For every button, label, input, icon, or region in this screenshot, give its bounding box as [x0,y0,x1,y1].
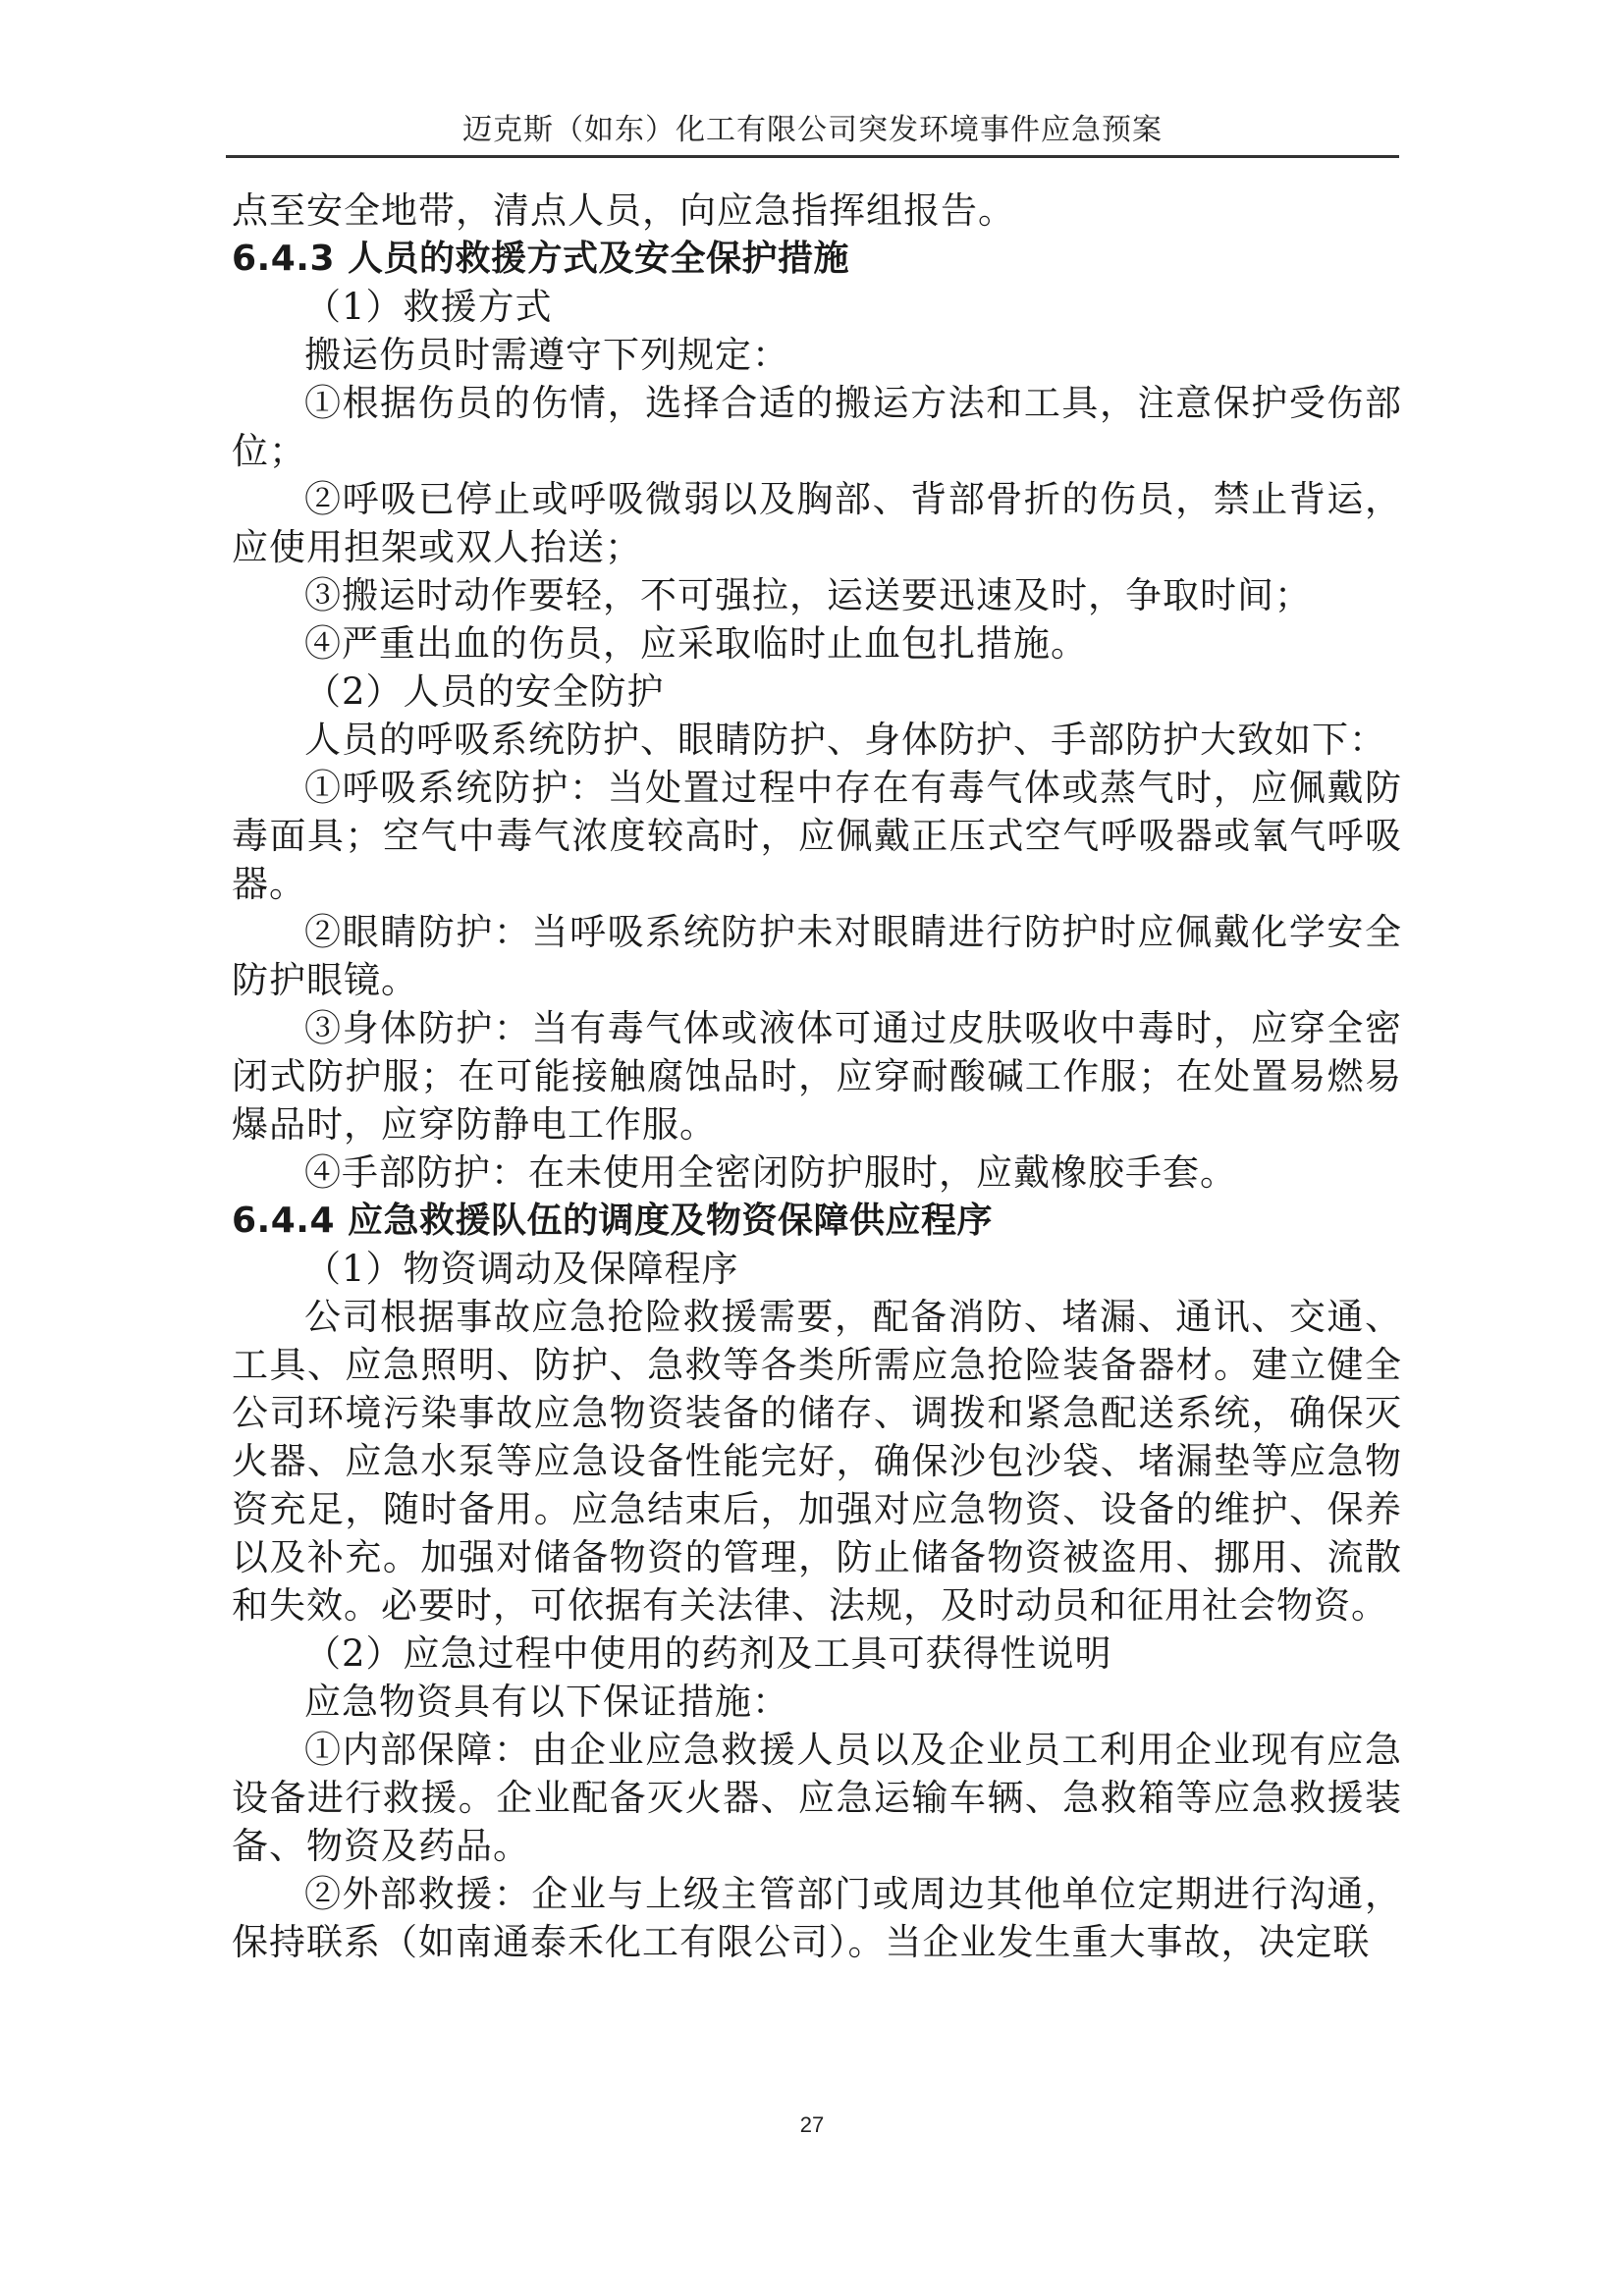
paragraph-continuation: 点至安全地带，清点人员，向应急指挥组报告。 [232,189,1015,232]
list-item-body-protection: ③身体防护：当有毒气体或液体可通过皮肤吸收中毒时，应穿全密闭式防护服；在可能接触腐蚀品时，应穿耐酸碱工作服；在处置易燃易爆品时，应穿防静电工作服。 [232,1007,1402,1146]
paragraph-guarantee-intro: 应急物资具有以下保证措施： [304,1681,789,1723]
list-item-internal-support: ①内部保障：由企业应急救援人员以及企业员工利用企业现有应急设备进行救援。企业配备灭火器、应急运输车辆、急救箱等应急救援装备、物资及药品。 [232,1729,1402,1867]
page-number: 27 [799,2112,825,2137]
subheading-rescue-method: （1）救援方式 [304,286,553,328]
paragraph-transport-intro: 搬运伤员时需遵守下列规定： [304,334,789,376]
header-divider [226,155,1399,158]
list-item-transport-rule-4: ④严重出血的伤员，应采取临时止血包扎措施。 [304,622,1088,665]
subheading-personal-protection: （2）人员的安全防护 [304,670,665,713]
section-heading-6-4-4: 6.4.4 应急救援队伍的调度及物资保障供应程序 [232,1201,994,1241]
document-header-title: 迈克斯（如东）化工有限公司突发环境事件应急预案 [462,113,1163,147]
list-item-transport-rule-2: ②呼吸已停止或呼吸微弱以及胸部、背部骨折的伤员，禁止背运，应使用担架或双人抬送； [232,478,1402,568]
section-heading-6-4-3: 6.4.3 人员的救援方式及安全保护措施 [232,239,850,279]
list-item-eye-protection: ②眼睛防护：当呼吸系统防护未对眼睛进行防护时应佩戴化学安全防护眼镜。 [232,911,1402,1001]
paragraph-material-dispatch: 公司根据事故应急抢险救援需要，配备消防、堵漏、通讯、交通、工具、应急照明、防护、急救等各类所需应急抢险装备器材。建立健全公司环境污染事故应急物资装备的储存、调拨和紧急配送系统，确保灭火器、应急水泵等应急设备性能完好，确保沙包沙袋、堵漏垫等应急物资充足，随时备用。应急结束后，加强对应急物资、设备的维护、保养以及补充。加强对储备物资的管理，防止储备物资被盗用、挪用、流散和失效。必要时，可依据有关法律、法规，及时动员和征用社会物资。 [232,1296,1402,1627]
subheading-material-dispatch: （1）物资调动及保障程序 [304,1248,739,1290]
list-item-external-rescue: ②外部救援：企业与上级主管部门或周边其他单位定期进行沟通，保持联系（如南通泰禾化工有限公司）。当企业发生重大事故，决定联 [232,1873,1402,1963]
document-body [232,187,1402,1966]
list-item-transport-rule-3: ③搬运时动作要轻，不可强拉，运送要迅速及时，争取时间； [304,574,1312,616]
list-item-hand-protection: ④手部防护：在未使用全密闭防护服时，应戴橡胶手套。 [304,1151,1237,1194]
subheading-agent-availability: （2）应急过程中使用的药剂及工具可获得性说明 [304,1632,1112,1675]
list-item-transport-rule-1: ①根据伤员的伤情，选择合适的搬运方法和工具，注意保护受伤部位； [232,382,1402,472]
paragraph-protection-intro: 人员的呼吸系统防护、眼睛防护、身体防护、手部防护大致如下： [304,719,1386,761]
list-item-respiratory-protection: ①呼吸系统防护：当处置过程中存在有毒气体或蒸气时，应佩戴防毒面具；空气中毒气浓度较高时，应佩戴正压式空气呼吸器或氧气呼吸器。 [232,767,1402,905]
